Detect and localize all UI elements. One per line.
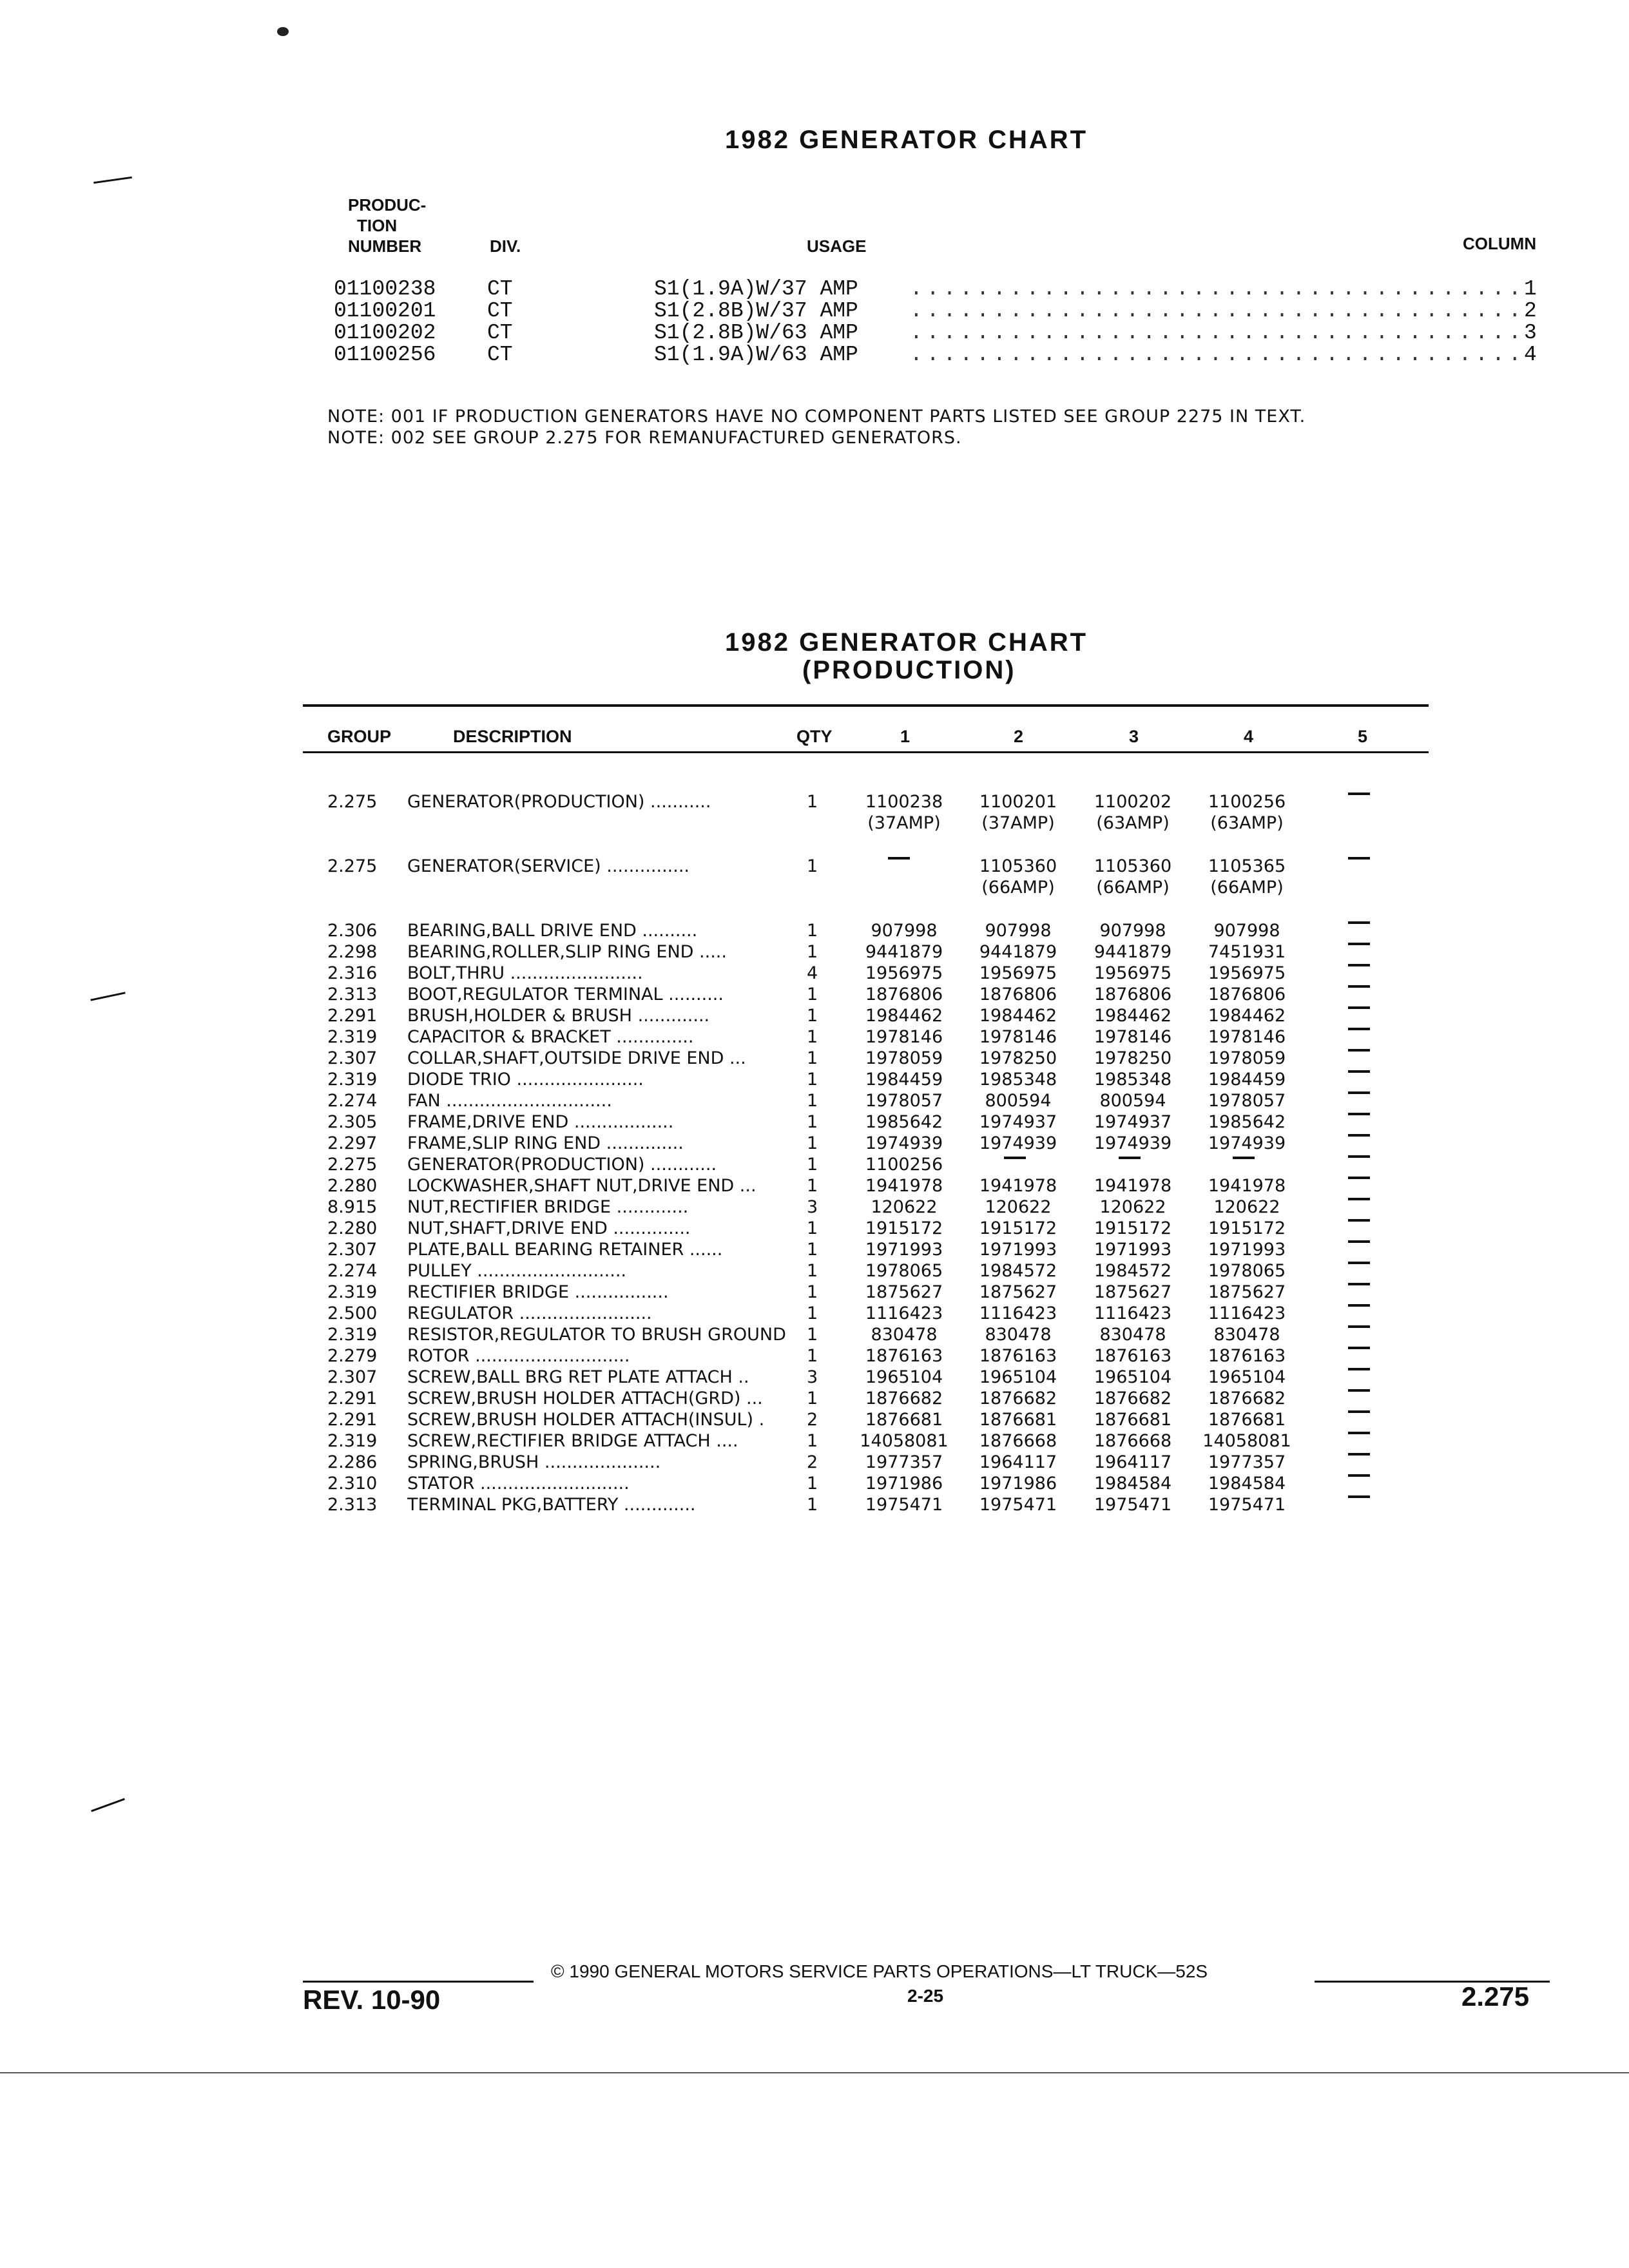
- group-cell: 2.274: [327, 1091, 378, 1111]
- table-row: 01100238 CT S1(1.9A)W/37 AMP ..................................... 1: [334, 277, 1537, 301]
- part-number-cell: 1978250: [1094, 1048, 1172, 1068]
- group-cell: 2.291: [327, 1006, 378, 1026]
- part-number-cell: 1984584: [1094, 1474, 1172, 1494]
- empty-dash: [1004, 1157, 1026, 1159]
- description-cell: LOCKWASHER,SHAFT NUT,DRIVE END ...: [407, 1176, 757, 1196]
- column5-dash: [1348, 1240, 1370, 1243]
- empty-dash: [1119, 1157, 1141, 1159]
- part-number-cell: 1978059: [1208, 1048, 1286, 1068]
- part-number-cell: 1876163: [979, 1346, 1057, 1366]
- part-number-cell: 1876682: [1208, 1389, 1286, 1408]
- qty-cell: 1: [807, 1006, 818, 1026]
- qty-cell: 3: [807, 1197, 818, 1217]
- part-number-cell: 907998: [985, 921, 1052, 941]
- part-number-cell: 1876681: [1094, 1410, 1172, 1430]
- column5-dash: [1348, 1006, 1370, 1009]
- part-number-cell: 1978057: [1208, 1091, 1286, 1111]
- part-number-cell: 1984462: [979, 1006, 1057, 1026]
- column5-dash: [1348, 1283, 1370, 1285]
- part-number-cell: 1941978: [865, 1176, 943, 1196]
- description-cell: SCREW,BRUSH HOLDER ATTACH(GRD) ...: [407, 1389, 763, 1408]
- part-number-cell: 1875627: [1094, 1282, 1172, 1302]
- table-row: [0, 1069, 1547, 1090]
- description-cell: GENERATOR(PRODUCTION) ............: [407, 1155, 717, 1175]
- table-row: [0, 1409, 1547, 1430]
- part-number-cell: 1915172: [979, 1218, 1057, 1238]
- empty-dash: [1348, 857, 1370, 860]
- scan-mark: [91, 1798, 125, 1812]
- part-number-cell: 1984572: [979, 1261, 1057, 1281]
- part-number-cell: 120622: [1099, 1197, 1166, 1217]
- part-number-cell: 120622: [871, 1197, 938, 1217]
- column5-dash: [1348, 1155, 1370, 1158]
- chart1-title: 1982 GENERATOR CHART: [725, 126, 1088, 154]
- group-cell: 2.313: [327, 985, 378, 1004]
- table-row: [0, 1324, 1547, 1345]
- part-number-cell: 1875627: [1208, 1282, 1286, 1302]
- qty-cell: 1: [807, 1176, 818, 1196]
- note-002: NOTE: 002 SEE GROUP 2.275 FOR REMANUFACTURED GENERATORS.: [327, 428, 962, 448]
- section-number: 2.275: [1461, 1981, 1530, 2012]
- qty-cell: 1: [807, 1346, 818, 1366]
- part-number-cell: 14058081: [860, 1431, 949, 1451]
- table-row: 01100201 CT S1(2.8B)W/37 AMP ..................................... 2: [334, 299, 1537, 323]
- part-number-cell: 1915172: [1094, 1218, 1172, 1238]
- qty-cell: 1: [807, 921, 818, 941]
- part-number-cell: 1876682: [865, 1389, 943, 1408]
- note-001: NOTE: 001 IF PRODUCTION GENERATORS HAVE NO COMPONENT PARTS LISTED SEE GROUP 2275 IN TEXT.: [327, 407, 1306, 427]
- part-number-cell: 1978146: [1094, 1027, 1172, 1047]
- description-cell: FRAME,SLIP RING END ..............: [407, 1133, 684, 1153]
- description-cell: DIODE TRIO .......................: [407, 1070, 644, 1090]
- group-cell: 2.313: [327, 1495, 378, 1515]
- part-number-cell: 1965104: [979, 1367, 1057, 1387]
- part-number-cell: 9441879: [979, 942, 1057, 962]
- part-number-cell: 1956975: [979, 963, 1057, 983]
- qty-cell: 2: [807, 1452, 818, 1472]
- table-header-rule: [303, 751, 1429, 753]
- part-number-cell: 1978065: [865, 1261, 943, 1281]
- description-cell: BOOT,REGULATOR TERMINAL ..........: [407, 985, 724, 1004]
- part-number-cell: 1978059: [865, 1048, 943, 1068]
- table-row: [0, 963, 1547, 984]
- group-cell: 2.319: [327, 1027, 378, 1047]
- group-cell: 2.306: [327, 921, 378, 941]
- group-cell: 2.274: [327, 1261, 378, 1281]
- column5-dash: [1348, 1091, 1370, 1094]
- part-number-cell: 1984462: [1094, 1006, 1172, 1026]
- group-cell: 2.291: [327, 1410, 378, 1430]
- column-header: COLUMN: [1463, 234, 1537, 253]
- table-row: [0, 1218, 1547, 1239]
- description-cell: TERMINAL PKG,BATTERY .............: [407, 1495, 696, 1515]
- group-cell: 2.297: [327, 1133, 378, 1153]
- scan-edge-line: [0, 2072, 1629, 2073]
- part-number-cell: 907998: [1213, 921, 1280, 941]
- part-number-cell: 1971993: [865, 1240, 943, 1260]
- part-number-cell: 1978250: [979, 1048, 1057, 1068]
- table-row: [0, 1388, 1547, 1409]
- part-number-cell: 1977357: [865, 1452, 943, 1472]
- qty-cell: 1: [807, 985, 818, 1004]
- description-cell: SCREW,BALL BRG RET PLATE ATTACH ..: [407, 1367, 749, 1387]
- part-number-cell: 1977357: [1208, 1452, 1286, 1472]
- group-cell: 2.307: [327, 1240, 378, 1260]
- group-cell: 2.291: [327, 1389, 378, 1408]
- description-cell: ROTOR ............................: [407, 1346, 630, 1366]
- group-cell: 2.319: [327, 1070, 378, 1090]
- group-cell: 2.307: [327, 1367, 378, 1387]
- part-number-cell: 1915172: [1208, 1218, 1286, 1238]
- part-number-cell: 1876163: [1208, 1346, 1286, 1366]
- table-row: 2.275 GENERATOR(PRODUCTION) ........... 1 1100238 (37AMP) 1100201 (37AMP) 1100202 (63AMP) 1100256 (63AMP): [0, 791, 1547, 834]
- part-number-cell: 1984459: [1208, 1070, 1286, 1090]
- group-cell: 2.307: [327, 1048, 378, 1068]
- group-cell: 2.280: [327, 1176, 378, 1196]
- part-number-cell: 1116423: [1208, 1303, 1286, 1323]
- column5-dash: [1348, 1368, 1370, 1370]
- table-row: [0, 1345, 1547, 1367]
- table-row: [0, 1175, 1547, 1196]
- qty-cell: 2: [807, 1410, 818, 1430]
- group-cell: 2.279: [327, 1346, 378, 1366]
- group-cell: 2.305: [327, 1112, 378, 1132]
- column5-dash: [1348, 1453, 1370, 1456]
- part-number-cell: 1984572: [1094, 1261, 1172, 1281]
- part-number-cell: 1975471: [865, 1495, 943, 1515]
- table-row: 01100202 CT S1(2.8B)W/63 AMP ..................................... 3: [334, 321, 1537, 345]
- description-cell: REGULATOR ........................: [407, 1303, 652, 1323]
- description-cell: SCREW,RECTIFIER BRIDGE ATTACH ....: [407, 1431, 738, 1451]
- group-cell: 2.319: [327, 1282, 378, 1302]
- description-cell: BOLT,THRU ........................: [407, 963, 643, 983]
- part-number-cell: 830478: [1099, 1325, 1166, 1345]
- empty-dash: [1348, 793, 1370, 795]
- part-number-cell: 1956975: [1094, 963, 1172, 983]
- chart2-header-row: GROUP DESCRIPTION QTY 1 2 3 4 5: [327, 727, 1368, 746]
- part-number-cell: 1985348: [979, 1070, 1057, 1090]
- table-row: [0, 1303, 1547, 1324]
- table-row: [0, 1452, 1547, 1473]
- table-row: 2.275 GENERATOR(SERVICE) ............... 1 1105360 (66AMP) 1105360 (66AMP) 1105365 (66AMP): [0, 856, 1547, 898]
- copyright: © 1990 GENERAL MOTORS SERVICE PARTS OPERATIONS—LT TRUCK—52S: [551, 1961, 1208, 1981]
- column5-dash: [1348, 1262, 1370, 1264]
- table-row: [0, 1494, 1547, 1515]
- column5-dash: [1348, 1028, 1370, 1030]
- part-number-cell: 1876681: [1208, 1410, 1286, 1430]
- part-number-cell: 1971986: [979, 1474, 1057, 1494]
- qty-cell: 1: [807, 1027, 818, 1047]
- column5-dash: [1348, 1495, 1370, 1498]
- qty-cell: 1: [807, 1091, 818, 1111]
- column5-dash: [1348, 1347, 1370, 1349]
- description-cell: PLATE,BALL BEARING RETAINER ......: [407, 1240, 723, 1260]
- part-number-cell: 9441879: [865, 942, 943, 962]
- part-number-cell: 1978057: [865, 1091, 943, 1111]
- part-number-cell: 1876163: [1094, 1346, 1172, 1366]
- part-number-cell: 800594: [1099, 1091, 1166, 1111]
- table-row: [0, 984, 1547, 1005]
- div-header: DIV.: [490, 236, 521, 256]
- description-cell: BRUSH,HOLDER & BRUSH .............: [407, 1006, 710, 1026]
- part-number-cell: 1978146: [865, 1027, 943, 1047]
- part-number-cell: 1964117: [1094, 1452, 1172, 1472]
- qty-cell: 1: [807, 1325, 818, 1345]
- part-number-cell: 830478: [1213, 1325, 1280, 1345]
- group-cell: 2.275: [327, 1155, 378, 1175]
- description-cell: RECTIFIER BRIDGE .................: [407, 1282, 669, 1302]
- group-cell: 2.500: [327, 1303, 378, 1323]
- part-number-cell: 1876682: [1094, 1389, 1172, 1408]
- description-cell: STATOR ...........................: [407, 1474, 630, 1494]
- qty-cell: 1: [807, 1474, 818, 1494]
- part-number-cell: 800594: [985, 1091, 1052, 1111]
- group-cell: 2.319: [327, 1325, 378, 1345]
- part-number-cell: 1941978: [1208, 1176, 1286, 1196]
- part-number-cell: 1915172: [865, 1218, 943, 1238]
- table-row: [0, 1367, 1547, 1388]
- column5-dash: [1348, 985, 1370, 988]
- part-number-cell: 907998: [1099, 921, 1166, 941]
- part-number-cell: 1964117: [979, 1452, 1057, 1472]
- table-row: [0, 941, 1547, 963]
- part-number-cell: 1971993: [1094, 1240, 1172, 1260]
- part-number-cell: 1984462: [1208, 1006, 1286, 1026]
- table-row: [0, 1282, 1547, 1303]
- page-number: 2-25: [907, 1986, 944, 2006]
- description-cell: RESISTOR,REGULATOR TO BRUSH GROUND: [407, 1325, 786, 1345]
- part-number-cell: 1876806: [979, 985, 1057, 1004]
- table-row: [0, 1239, 1547, 1260]
- part-number-cell: 1971986: [865, 1474, 943, 1494]
- column5-dash: [1348, 1070, 1370, 1073]
- chart2-title: 1982 GENERATOR CHART: [725, 628, 1088, 657]
- part-number-cell: 1875627: [979, 1282, 1057, 1302]
- qty-cell: 3: [807, 1367, 818, 1387]
- part-number-cell: 1974939: [1208, 1133, 1286, 1153]
- footer-rule-left: [303, 1981, 534, 1983]
- table-row: [0, 1048, 1547, 1069]
- part-number-cell: 1974937: [979, 1112, 1057, 1132]
- table-top-rule: [303, 704, 1429, 707]
- part-number-cell: 1100256: [865, 1155, 943, 1175]
- group-cell: 2.280: [327, 1218, 378, 1238]
- description-cell: BEARING,ROLLER,SLIP RING END .....: [407, 942, 727, 962]
- part-number-cell: 1876681: [979, 1410, 1057, 1430]
- qty-cell: 1: [807, 1155, 818, 1175]
- column5-dash: [1348, 1198, 1370, 1200]
- qty-cell: 1: [807, 1218, 818, 1238]
- table-row: [0, 1196, 1547, 1218]
- table-row: 01100256 CT S1(1.9A)W/63 AMP ..................................... 4: [334, 343, 1537, 367]
- qty-cell: 1: [807, 1133, 818, 1153]
- part-number-cell: 1971993: [1208, 1240, 1286, 1260]
- column5-dash: [1348, 1410, 1370, 1413]
- part-number-cell: 1975471: [979, 1495, 1057, 1515]
- description-cell: NUT,RECTIFIER BRIDGE .............: [407, 1197, 689, 1217]
- description-cell: PULLEY ...........................: [407, 1261, 626, 1281]
- part-number-cell: 1974939: [979, 1133, 1057, 1153]
- group-cell: 2.310: [327, 1474, 378, 1494]
- group-cell: 2.319: [327, 1431, 378, 1451]
- scan-mark: [93, 177, 132, 184]
- part-number-cell: 1984584: [1208, 1474, 1286, 1494]
- part-number-cell: 1116423: [1094, 1303, 1172, 1323]
- column5-dash: [1348, 1134, 1370, 1137]
- qty-cell: 1: [807, 1495, 818, 1515]
- column5-dash: [1348, 1177, 1370, 1179]
- description-cell: BEARING,BALL DRIVE END ..........: [407, 921, 698, 941]
- table-row: [0, 1473, 1547, 1494]
- part-number-cell: 1984459: [865, 1070, 943, 1090]
- part-number-cell: 1876163: [865, 1346, 943, 1366]
- qty-cell: 1: [807, 1112, 818, 1132]
- group-cell: 2.298: [327, 942, 378, 962]
- qty-cell: 1: [807, 1282, 818, 1302]
- usage-header: USAGE: [807, 236, 867, 256]
- part-number-cell: 1941978: [1094, 1176, 1172, 1196]
- part-number-cell: 1985642: [1208, 1112, 1286, 1132]
- part-number-cell: 1876681: [865, 1410, 943, 1430]
- part-number-cell: 1978146: [1208, 1027, 1286, 1047]
- empty-dash: [1233, 1157, 1255, 1159]
- part-number-cell: 1978065: [1208, 1261, 1286, 1281]
- part-number-cell: 1978146: [979, 1027, 1057, 1047]
- part-number-cell: 9441879: [1094, 942, 1172, 962]
- part-number-cell: 1876668: [1094, 1431, 1172, 1451]
- part-number-cell: 1985642: [865, 1112, 943, 1132]
- part-number-cell: 1974939: [1094, 1133, 1172, 1153]
- part-number-cell: 830478: [985, 1325, 1052, 1345]
- table-row: [0, 1154, 1547, 1175]
- revision: REV. 10-90: [303, 1984, 441, 2015]
- part-number-cell: 7451931: [1208, 942, 1286, 962]
- group-cell: 2.316: [327, 963, 378, 983]
- part-number-cell: 1116423: [865, 1303, 943, 1323]
- part-number-cell: 1876668: [979, 1431, 1057, 1451]
- table-row: [0, 1111, 1547, 1133]
- description-cell: SCREW,BRUSH HOLDER ATTACH(INSUL) .: [407, 1410, 765, 1430]
- table-row: [0, 1260, 1547, 1282]
- part-number-cell: 120622: [1213, 1197, 1280, 1217]
- column5-dash: [1348, 1219, 1370, 1222]
- part-number-cell: 1971993: [979, 1240, 1057, 1260]
- qty-cell: 1: [807, 1303, 818, 1323]
- part-number-cell: 1985348: [1094, 1070, 1172, 1090]
- part-number-cell: 907998: [871, 921, 938, 941]
- production-number-header: PRODUC- TION NUMBER: [348, 195, 427, 256]
- qty-cell: 1: [807, 1070, 818, 1090]
- column5-dash: [1348, 1389, 1370, 1392]
- part-number-cell: 1956975: [865, 963, 943, 983]
- part-number-cell: 1984462: [865, 1006, 943, 1026]
- description-cell: SPRING,BRUSH .....................: [407, 1452, 661, 1472]
- table-row: [0, 1026, 1547, 1048]
- description-cell: FAN ..............................: [407, 1091, 612, 1111]
- table-row: [0, 1133, 1547, 1154]
- part-number-cell: 1876806: [1208, 985, 1286, 1004]
- column5-dash: [1348, 1432, 1370, 1434]
- column5-dash: [1348, 964, 1370, 966]
- group-cell: 8.915: [327, 1197, 378, 1217]
- part-number-cell: 1876806: [1094, 985, 1172, 1004]
- part-number-cell: 14058081: [1202, 1431, 1291, 1451]
- description-cell: COLLAR,SHAFT,OUTSIDE DRIVE END ...: [407, 1048, 746, 1068]
- part-number-cell: 1974937: [1094, 1112, 1172, 1132]
- part-number-cell: 1876682: [979, 1389, 1057, 1408]
- part-number-cell: 1975471: [1094, 1495, 1172, 1515]
- column5-dash: [1348, 1304, 1370, 1307]
- qty-cell: 1: [807, 1240, 818, 1260]
- column5-dash: [1348, 943, 1370, 945]
- group-cell: 2.286: [327, 1452, 378, 1472]
- table-row: [0, 1005, 1547, 1026]
- part-number-cell: 1875627: [865, 1282, 943, 1302]
- part-number-cell: 120622: [985, 1197, 1052, 1217]
- production-table: [0, 278, 1629, 369]
- part-number-cell: 1965104: [1094, 1367, 1172, 1387]
- part-number-cell: 1956975: [1208, 963, 1286, 983]
- description-cell: FRAME,DRIVE END ..................: [407, 1112, 674, 1132]
- table-row: [0, 1430, 1547, 1452]
- part-number-cell: 1116423: [979, 1303, 1057, 1323]
- qty-cell: 1: [807, 1261, 818, 1281]
- scan-speck: [277, 27, 289, 36]
- qty-cell: 4: [807, 963, 818, 983]
- qty-cell: 1: [807, 1431, 818, 1451]
- qty-cell: 1: [807, 1048, 818, 1068]
- table-row: [0, 920, 1547, 941]
- column5-dash: [1348, 1113, 1370, 1115]
- part-number-cell: 1876806: [865, 985, 943, 1004]
- empty-dash: [888, 857, 910, 860]
- part-number-cell: 1965104: [865, 1367, 943, 1387]
- qty-cell: 1: [807, 1389, 818, 1408]
- column5-dash: [1348, 1474, 1370, 1477]
- part-number-cell: 1965104: [1208, 1367, 1286, 1387]
- part-number-cell: 830478: [871, 1325, 938, 1345]
- part-number-cell: 1941978: [979, 1176, 1057, 1196]
- chart2-subtitle: (PRODUCTION): [802, 656, 1016, 684]
- table-row: [0, 1090, 1547, 1111]
- column5-dash: [1348, 1049, 1370, 1052]
- qty-cell: 1: [807, 942, 818, 962]
- description-cell: CAPACITOR & BRACKET ..............: [407, 1027, 694, 1047]
- part-number-cell: 1974939: [865, 1133, 943, 1153]
- description-cell: NUT,SHAFT,DRIVE END ..............: [407, 1218, 691, 1238]
- column5-dash: [1348, 921, 1370, 924]
- part-number-cell: 1975471: [1208, 1495, 1286, 1515]
- column5-dash: [1348, 1325, 1370, 1328]
